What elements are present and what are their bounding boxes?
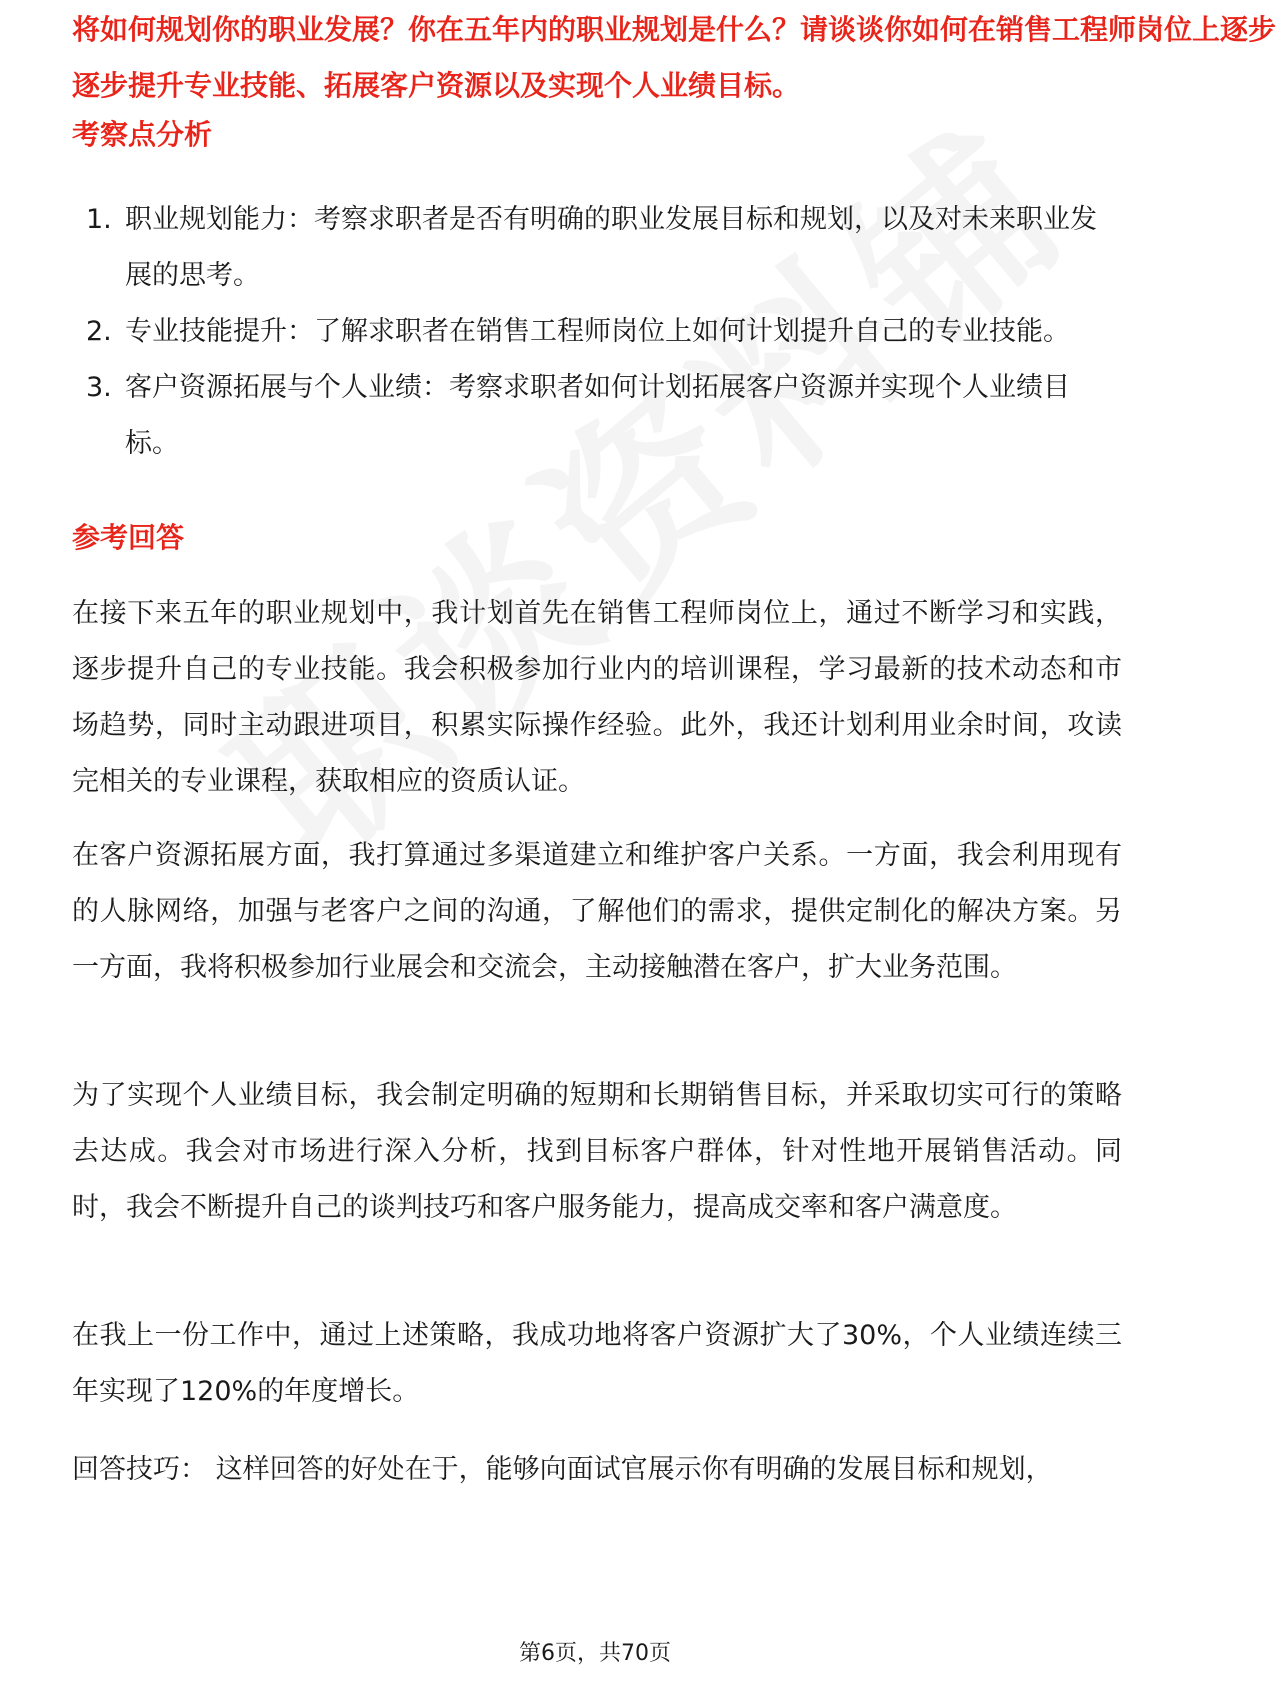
answer-paragraph: 为了实现个人业绩目标，我会制定明确的短期和长期销售目标，并采取切实可行的策略去达成。我会对市场进行深入分析，找到目标客户群体，针对性地开展销售活动。同时，我会不断提升自己的谈判技巧和客户服务能力，提高成交率和客户满意度。 — [72, 1080, 1122, 1223]
list-item-number: 3. — [86, 372, 112, 403]
answer-paragraph: 在接下来五年的职业规划中，我计划首先在销售工程师岗位上，通过不断学习和实践，逐步提升自己的专业技能。我会积极参加行业内的培训课程，学习最新的技术动态和市场趋势，同时主动跟进项目，积累实际操作经验。此外，我还计划利用业余时间，攻读完相关的专业课程，获取相应的资质认证。 — [72, 598, 1122, 797]
answer-paragraph: 在我上一份工作中，通过上述策略，我成功地将客户资源扩大了30%，个人业绩连续三年实现了120%的年度增长。 — [72, 1320, 1122, 1407]
list-item — [72, 360, 1122, 472]
list-item-number: 2. — [86, 316, 112, 347]
analysis-list — [72, 192, 1122, 472]
intro-line: 逐步提升专业技能、拓展客户资源以及实现个人业绩目标。 — [72, 69, 801, 102]
intro-question — [72, 13, 1276, 114]
answer-heading: 参考回答 — [72, 521, 185, 554]
list-item-text: 职业规划能力：考察求职者是否有明确的职业发展目标和规划，以及对未来职业发展的思考。 — [125, 204, 1097, 291]
answer-paragraph: 在客户资源拓展方面，我打算通过多渠道建立和维护客户关系。一方面，我会利用现有的人脉网络，加强与老客户之间的沟通，了解他们的需求，提供定制化的解决方案。另一方面，我将积极参加行业展会和交流会，主动接触潜在客户，扩大业务范围。 — [72, 840, 1122, 983]
analysis-heading: 考察点分析 — [72, 118, 213, 151]
list-item-text: 客户资源拓展与个人业绩：考察求职者如何计划拓展客户资源并实现个人业绩目标。 — [125, 372, 1070, 459]
list-item — [72, 192, 1122, 304]
answer-tip: 回答技巧： 这样回答的好处在于，能够向面试官展示你有明确的发展目标和规划， — [72, 1454, 1053, 1485]
list-item — [72, 304, 1122, 360]
intro-line-cut: 将如何规划你的职业发展？你在五年内的职业规划是什么？请谈谈你如何在销售工程师岗位上逐步 — [72, 13, 1276, 46]
list-item-text: 专业技能提升：了解求职者在销售工程师岗位上如何计划提升自己的专业技能。 — [125, 316, 1070, 347]
page-number: 第6页，共70页 — [519, 1641, 671, 1666]
list-item-number: 1. — [86, 204, 112, 235]
